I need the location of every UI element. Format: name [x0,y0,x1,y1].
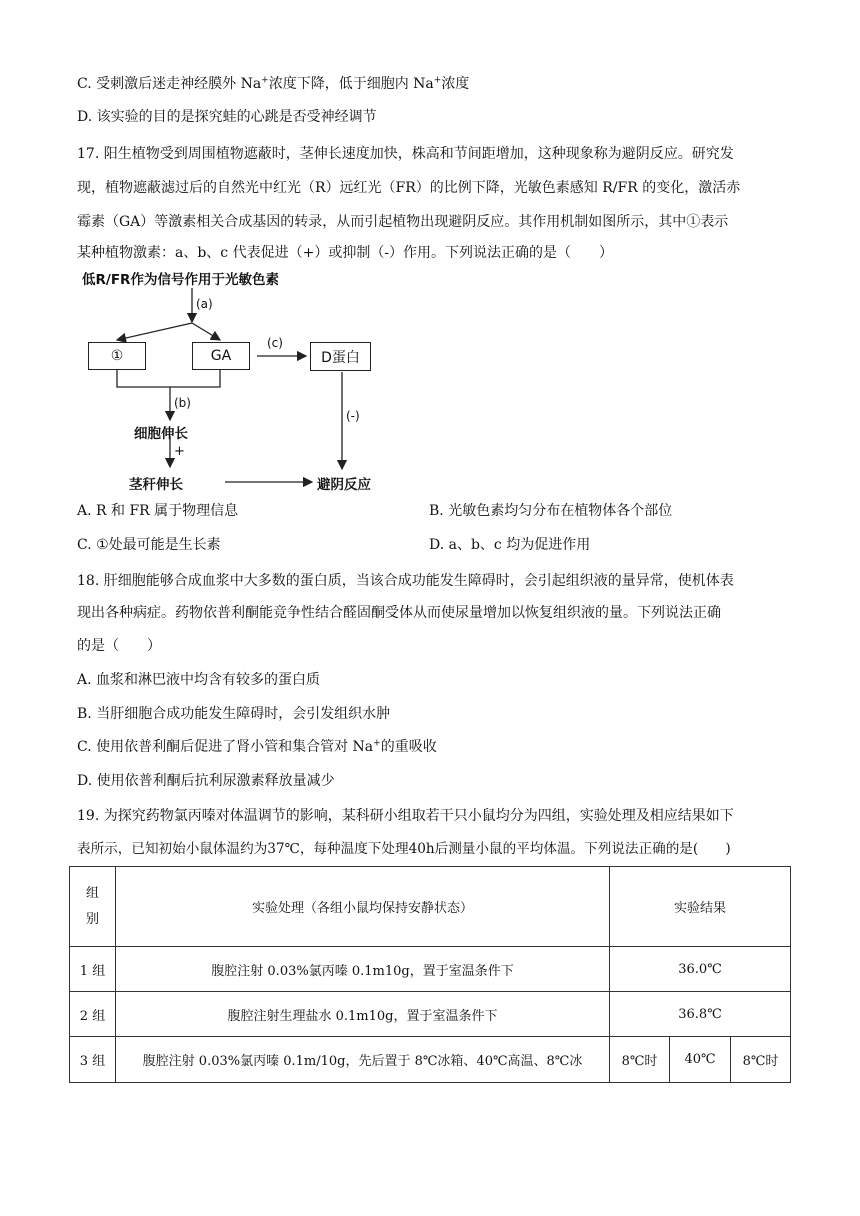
q18-stem-line: 18. 肝细胞能够合成血浆中大多数的蛋白质，当该合成功能发生障碍时，会引起组织液的量异常，使机体表 [77,573,734,589]
row-group: 3 组 [70,1037,116,1083]
q17-stem-line: 现，植物遮蔽滤过后的自然光中红光（R）远红光（FR）的比例下降，光敏色素感知 R/FR 的变化，激活赤 [77,180,741,196]
row-result-cell: 8℃时 [731,1037,791,1083]
header-treatment: 实验处理（各组小鼠均保持安静状态） [116,867,610,947]
signal-label: 低R/FR作为信号作用于光敏色素 [82,272,279,288]
shade-response-label: 避阴反应 [317,477,371,493]
table-header-row [70,867,791,947]
row-result: 36.0℃ [610,947,791,992]
row-result-cell: 8℃时 [610,1037,670,1083]
label-b: (b) [174,396,191,410]
cell-elongation-label: 细胞伸长 [134,426,188,442]
q16-option-c: C. 受刺激后迷走神经膜外 Na+浓度下降，低于细胞内 Na+浓度 [77,75,470,92]
q18-stem-line: 现出各种病症。药物依普利酮能竞争性结合醛固酮受体从而使尿量增加以恢复组织液的量。下列说法正确 [77,605,721,621]
label-a: (a) [196,297,213,311]
q18-option-a: A. 血浆和淋巴液中均含有较多的蛋白质 [77,672,321,688]
box-d-protein: D蛋白 [310,342,371,371]
plus-sign: + [174,444,185,459]
q16-option-d: D. 该实验的目的是探究蛙的心跳是否受神经调节 [77,109,377,125]
q17-stem-line: 某种植物激素：a、b、c 代表促进（+）或抑制（-）作用。下列说法正确的是（ ） [77,245,614,261]
row-group: 2 组 [70,992,116,1037]
row-treatment: 腹腔注射生理盐水 0.1m10g，置于室温条件下 [116,992,610,1037]
q19-stem-line: 表所示，已知初始小鼠体温约为37℃，每种温度下处理40h后测量小鼠的平均体温。下列说法正确的是( ) [77,841,731,857]
stem-elongation-label: 茎秆伸长 [129,477,183,493]
row-group: 1 组 [70,947,116,992]
header-result: 实验结果 [610,867,791,947]
q17-option-c: C. ①处最可能是生长素 [77,537,221,553]
q17-option-b: B. 光敏色素均匀分布在植物体各个部位 [429,503,673,519]
q18-stem-line: 的是（ ） [77,638,161,654]
table-row [70,947,791,992]
mechanism-diagram [77,266,417,494]
q17-stem-line: 霉素（GA）等激素相关合成基因的转录，从而引起植物出现避阴反应。其作用机制如图所示，其中①表示 [77,214,729,230]
box-ga: GA [192,342,250,370]
diagram-arrows [77,266,417,494]
row-result-cell: 40℃ [670,1037,731,1083]
label-minus: (-) [346,409,360,423]
q18-option-b: B. 当肝细胞合成功能发生障碍时，会引发组织水肿 [77,706,391,722]
row-treatment: 腹腔注射 0.03%氯丙嗪 0.1m/10g，先后置于 8℃冰箱、40℃高温、8℃冰 [116,1037,610,1083]
row-result: 36.8℃ [610,992,791,1037]
table-row [70,992,791,1037]
q17-option-a: A. R 和 FR 属于物理信息 [77,503,239,519]
header-group: 组 别 [70,867,116,947]
row-treatment: 腹腔注射 0.03%氯丙嗪 0.1m10g，置于室温条件下 [116,947,610,992]
q18-option-c: C. 使用依普利酮后促进了肾小管和集合管对 Na+的重吸收 [77,738,437,755]
q19-stem-line: 19. 为探究药物氯丙嗪对体温调节的影响，某科研小组取若干只小鼠均分为四组，实验处理及相应结果如下 [77,808,734,824]
box-hormone-1: ① [88,342,146,370]
q17-stem-line: 17. 阳生植物受到周围植物遮蔽时，茎伸长速度加快，株高和节间距增加，这种现象称为避阴反应。研究发 [77,146,734,162]
q18-option-d: D. 使用依普利酮后抗利尿激素释放量减少 [77,773,335,789]
q17-option-d: D. a、b、c 均为促进作用 [429,537,591,553]
label-c: (c) [267,336,283,350]
table-row [70,1037,791,1083]
experiment-table [69,866,791,1083]
